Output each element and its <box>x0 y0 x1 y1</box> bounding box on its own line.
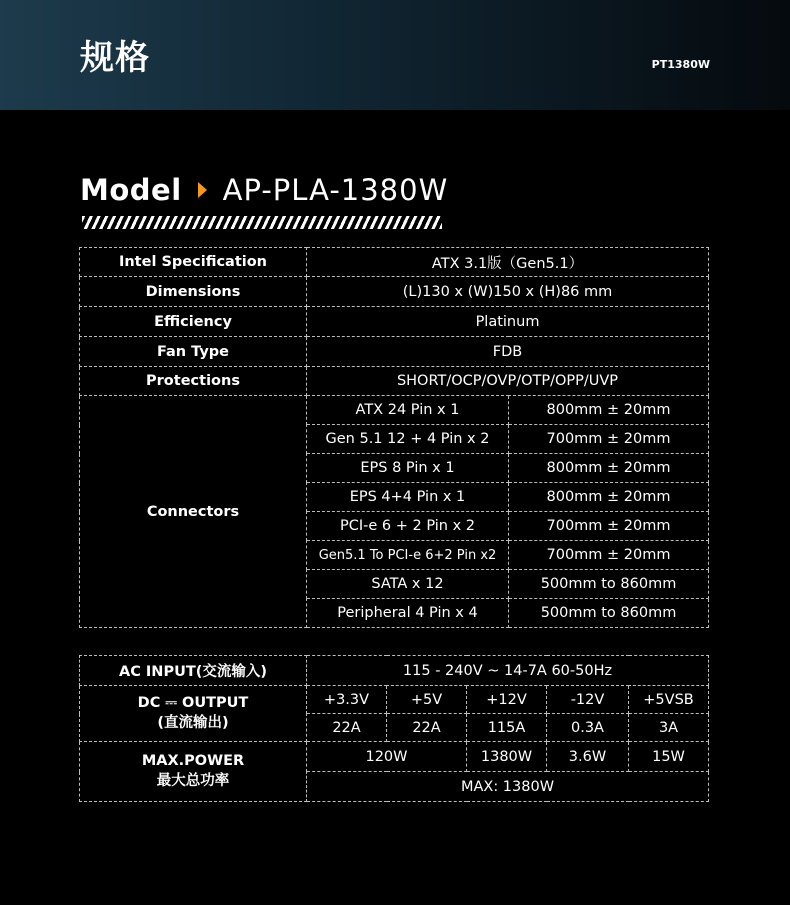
table-row <box>80 742 709 772</box>
rail-current: 0.3A <box>547 714 629 742</box>
connector-name: Peripheral 4 Pin x 4 <box>307 599 509 628</box>
connector-length: 800mm ± 20mm <box>509 454 709 483</box>
power-table <box>79 655 709 802</box>
connector-length: 500mm to 860mm <box>509 599 709 628</box>
dc-output-label-cn: (直流输出) <box>157 715 229 731</box>
stripe-divider <box>82 216 442 229</box>
model-name: AP-PLA-1380W <box>222 173 449 207</box>
spec-table <box>79 247 709 628</box>
spec-value: SHORT/OCP/OVP/OTP/OPP/UVP <box>307 367 709 396</box>
rail-voltage: -12V <box>547 686 629 714</box>
connector-name: EPS 8 Pin x 1 <box>307 454 509 483</box>
max-total-power: MAX: 1380W <box>307 772 709 802</box>
model-code: PT1380W <box>651 58 710 71</box>
model-label: Model <box>80 173 182 207</box>
spec-value: FDB <box>307 337 709 367</box>
max-power-label-cn: 最大总功率 <box>156 773 230 789</box>
connector-length: 800mm ± 20mm <box>509 483 709 512</box>
rail-current: 22A <box>387 714 467 742</box>
connector-length: 800mm ± 20mm <box>509 396 709 425</box>
table-row <box>80 248 709 277</box>
spec-label: Fan Type <box>80 337 307 367</box>
spec-label: Intel Specification <box>80 248 307 277</box>
spec-label: Protections <box>80 367 307 396</box>
connector-length: 700mm ± 20mm <box>509 425 709 454</box>
table-row <box>80 307 709 337</box>
header-banner <box>0 0 790 110</box>
rail-current: 22A <box>307 714 387 742</box>
spec-value: Platinum <box>307 307 709 337</box>
max-power-label <box>80 742 307 802</box>
rail-wattage: 3.6W <box>547 742 629 772</box>
rail-current: 115A <box>467 714 547 742</box>
model-heading <box>80 168 448 212</box>
rail-current: 3A <box>629 714 709 742</box>
spec-value: (L)130 x (W)150 x (H)86 mm <box>307 277 709 307</box>
ac-input-label: AC INPUT(交流输入) <box>80 656 307 686</box>
dc-output-label <box>80 686 307 742</box>
table-row <box>80 686 709 714</box>
connectors-label: Connectors <box>80 396 307 628</box>
rail-voltage: +5VSB <box>629 686 709 714</box>
connector-length: 500mm to 860mm <box>509 570 709 599</box>
max-power-label-en: MAX.POWER <box>141 753 245 769</box>
rail-wattage: 120W <box>307 742 467 772</box>
arrow-right-icon <box>198 182 207 198</box>
table-row <box>80 277 709 307</box>
spec-value: ATX 3.1版（Gen5.1） <box>307 248 709 277</box>
connector-length: 700mm ± 20mm <box>509 512 709 541</box>
connector-name: Gen5.1 To PCI-e 6+2 Pin x2 <box>307 541 509 570</box>
dc-output-label-en: DC ⎓ OUTPUT <box>137 695 249 711</box>
connector-name: EPS 4+4 Pin x 1 <box>307 483 509 512</box>
table-row <box>80 337 709 367</box>
rail-voltage: +5V <box>387 686 467 714</box>
connector-row <box>80 396 709 425</box>
connector-name: ATX 24 Pin x 1 <box>307 396 509 425</box>
connector-name: PCI-e 6 + 2 Pin x 2 <box>307 512 509 541</box>
rail-wattage: 1380W <box>467 742 547 772</box>
rail-wattage: 15W <box>629 742 709 772</box>
spec-label: Dimensions <box>80 277 307 307</box>
table-row <box>80 656 709 686</box>
connector-name: SATA x 12 <box>307 570 509 599</box>
page-title: 规格 <box>80 38 150 78</box>
table-row <box>80 367 709 396</box>
ac-input-value: 115 - 240V ~ 14-7A 60-50Hz <box>307 656 709 686</box>
connector-name: Gen 5.1 12 + 4 Pin x 2 <box>307 425 509 454</box>
rail-voltage: +12V <box>467 686 547 714</box>
rail-voltage: +3.3V <box>307 686 387 714</box>
connector-length: 700mm ± 20mm <box>509 541 709 570</box>
spec-label: Efficiency <box>80 307 307 337</box>
